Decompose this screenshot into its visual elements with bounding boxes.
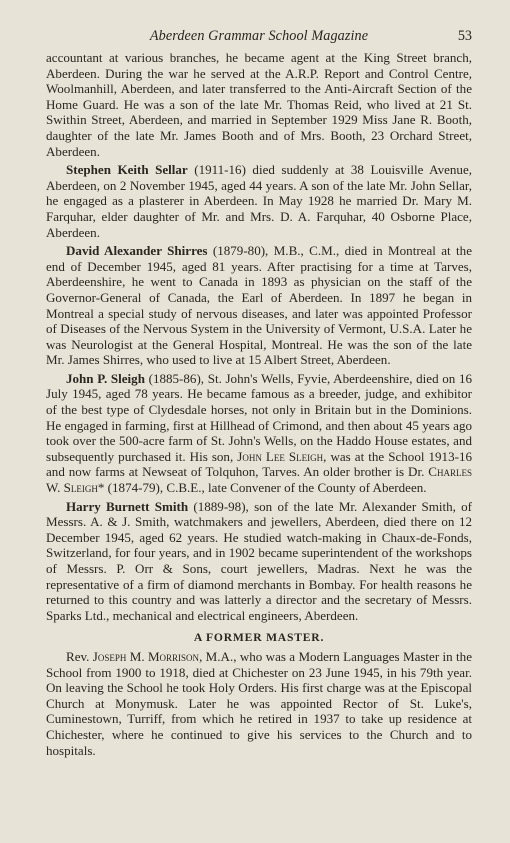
- page-number: 53: [457, 28, 472, 44]
- obituary-name-smith: Harry Burnett Smith: [66, 498, 189, 514]
- obituary-name-sellar: Stephen Keith Sellar: [66, 162, 188, 178]
- obituary-name-morrison: Joseph M. Morrison: [92, 648, 200, 664]
- obituary-text-smith: (1889-98), son of the late Mr. Alexander Smith, of Messrs. A. & J. Smith, watchmakers and jewellers, Aberdeen, died there on 12 December 1945, aged 62 years. He studied watch-making in Chaux-de-Fonds, Switzerland, for four years, and in 1902 became superintendent of the workshops of Messrs. P. Orr & Sons, court jewellers, Madras. Next he was the representative of a firm of diamond merchants in Bombay. For health reasons he returned to this country and was latterly a director and the secretary of Messrs. Sparks Ltd., mechanical and electrical engineers, Aberdeen.: [46, 498, 472, 623]
- obituary-name-sleigh: John P. Sleigh: [66, 370, 145, 386]
- obituary-sleigh: [46, 371, 472, 496]
- son-name-sleigh: John Lee Sleigh: [237, 448, 324, 464]
- obituary-text-shirres: (1879-80), M.B., C.M., died in Montreal at the end of December 1945, aged 81 years. After practising for a time at Tarves, Aberdeenshire, he went to Canada in 1893 as physician on the staff of the Governor-General of Canada, the Earl of Aberdeen. In 1897 he began in Montreal a special study of nervous diseases, and later was appointed Professor of Diseases of the Nervous System in the University of Vermont, U.S.A. Later he was Neurologist at the General Hospital, Montreal. He was the son of the late Mr. James Shirres, who used to live at 15 Albert Street, Aberdeen.: [46, 243, 472, 368]
- article-body: [46, 50, 472, 758]
- obituary-text-sleigh-part2: , was at the School 1913-16 and now farms at Newseat of Tolquhon, Tarves. An older brother is Dr.: [46, 448, 472, 480]
- obituary-text-sellar: (1911-16) died suddenly at 38 Louisville Avenue, Aberdeen, on 2 November 1945, aged 44 years. A son of the late Mr. John Sellar, he engaged as a plasterer in Aberdeen. In May 1928 he married Dr. Mary M. Farquhar, elder daughter of Mr. and Mrs. D. A. Farquhar, 40 Osborne Place, Aberdeen.: [46, 162, 472, 240]
- obituary-reid-continuation: accountant at various branches, he became agent at the King Street branch, Aberdeen. During the war he served at the A.R.P. Report and Control Centre, Woolmanhill, Aberdeen, and later transferred to the Anti-Aircraft Section of the Home Guard. He was a son of the late Mr. Thomas Reid, who lived at 21 St. Swithin Street, Aberdeen, and married in September 1929 Miss Jane R. Booth, daughter of the late Mr. James Booth and of Mrs. Booth, 23 Orchard Street, Aberdeen.: [46, 50, 472, 159]
- obituary-sellar: [46, 162, 472, 240]
- obituary-text-sleigh-part1: (1885-86), St. John's Wells, Fyvie, Aberdeenshire, died on 16 July 1945, aged 78 years. He became famous as a breeder, judge, and exhibitor of the best type of Clydesdale horses, not only in Britain but in the Dominions. He engaged in farming, first at Hillhead of Crimond, and then about 45 years ago took over the 500-acre farm of St. John's Wells, on the Haddo House estates, and subsequently purchased it. His son,: [46, 370, 472, 464]
- section-heading: A FORMER MASTER.: [193, 631, 325, 645]
- obituary-smith: [46, 499, 472, 624]
- page-header: [46, 26, 472, 50]
- obituary-text-sleigh-part3: * (1874-79), C.B.E., late Convener of the County of Aberdeen.: [97, 480, 427, 496]
- obituary-shirres: [46, 243, 472, 368]
- obituary-prefix-morrison: Rev.: [66, 648, 93, 664]
- obituary-morrison: [46, 649, 472, 758]
- obituary-name-shirres: David Alexander Shirres: [66, 243, 208, 259]
- obituary-text-morrison: , M.A., who was a Modern Languages Master in the School from 1900 to 1918, died at Chichester on 23 June 1945, in his 79th year. On leaving the School he took Holy Orders. His first charge was at the Episcopal Church at Monymusk. Later he was appointed Rector of St. Luke's, Cuminestown, Turriff, from which he retired in 1937 to take up residence at Chichester, where he continued to give his services to the Church and to hospitals.: [46, 648, 472, 758]
- running-title: Aberdeen Grammar School Magazine: [149, 28, 369, 44]
- brother-name-sleigh: Charles W. Sleigh: [46, 464, 472, 496]
